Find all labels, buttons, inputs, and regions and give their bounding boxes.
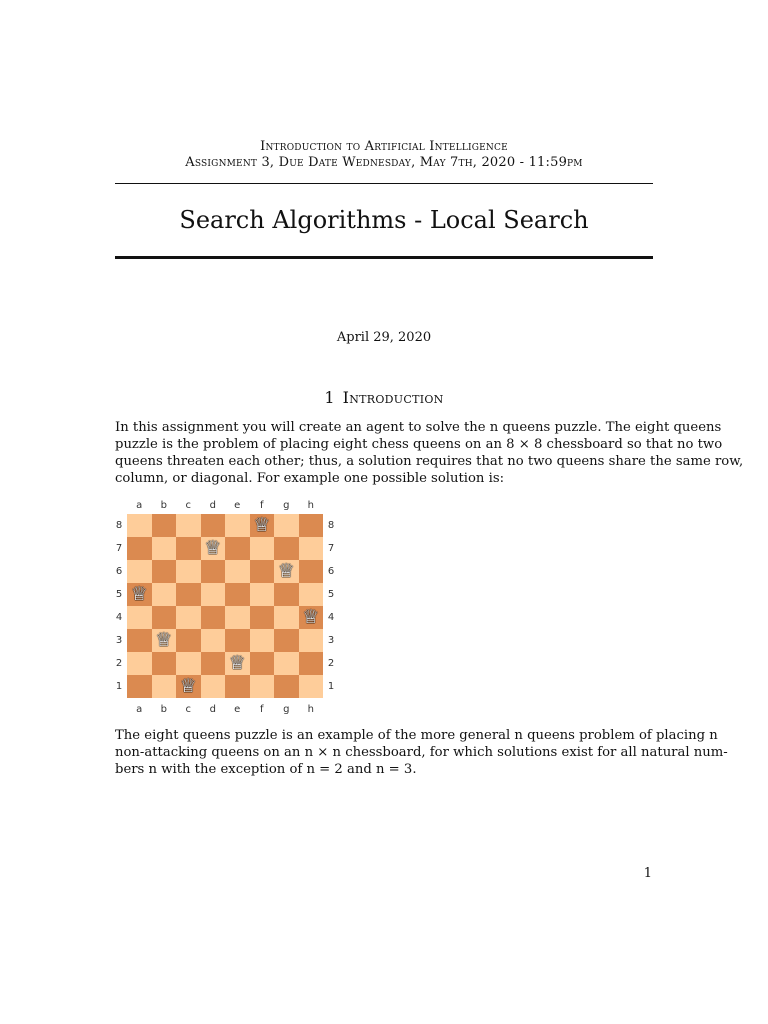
file-label: a — [136, 500, 143, 511]
board-square-g4 — [274, 606, 299, 629]
board-square-b7 — [152, 537, 177, 560]
rank-label: 4 — [327, 611, 335, 623]
file-label: h — [307, 500, 314, 511]
file-label: c — [185, 500, 191, 511]
board-square-b5 — [152, 583, 177, 606]
board-square-c6 — [176, 560, 201, 583]
paragraph-line: column, or diagonal. For example one possible solution is: — [115, 471, 505, 486]
rank-label: 1 — [115, 680, 123, 692]
board-square-b1 — [152, 675, 177, 698]
board-square-h8 — [299, 514, 324, 537]
rank-label: 2 — [327, 657, 335, 669]
intro-paragraph — [115, 419, 744, 487]
rank-label: 8 — [327, 519, 335, 531]
board-square-h2 — [299, 652, 324, 675]
board-square-b4 — [152, 606, 177, 629]
board-square-c3 — [176, 629, 201, 652]
section-number: 1 — [324, 388, 335, 407]
queen-icon: ♕ — [277, 560, 295, 582]
file-label: b — [160, 500, 167, 511]
board-square-b6 — [152, 560, 177, 583]
paragraph-line: bers n with the exception of n = 2 and n = 3. — [115, 762, 417, 777]
course-header — [115, 139, 653, 171]
file-label: g — [283, 500, 290, 511]
board-square-a2 — [127, 652, 152, 675]
queen-icon: ♕ — [130, 583, 148, 605]
board-square-c7 — [176, 537, 201, 560]
file-label: g — [283, 704, 290, 715]
board-square-c4 — [176, 606, 201, 629]
paragraph-line: The eight queens puzzle is an example of the more general n queens problem of placing n — [115, 728, 718, 743]
board-square-a7 — [127, 537, 152, 560]
rank-label: 8 — [115, 519, 123, 531]
paragraph-line: In this assignment you will create an agent to solve the n queens puzzle. The eight queens — [115, 420, 722, 435]
course-name: Introduction to Artificial Intelligence — [260, 139, 508, 154]
paragraph-line: queens threaten each other; thus, a solution requires that no two queens share the same row, — [115, 454, 744, 469]
file-label: d — [209, 500, 216, 511]
rank-label: 5 — [327, 588, 335, 600]
header-rule — [115, 183, 653, 184]
board-square-f4 — [250, 606, 275, 629]
board-square-b2 — [152, 652, 177, 675]
board-square-d8 — [201, 514, 226, 537]
rank-label: 2 — [115, 657, 123, 669]
generalization-paragraph — [115, 727, 728, 778]
board-square-a1 — [127, 675, 152, 698]
board-square-e8 — [225, 514, 250, 537]
chessboard — [127, 514, 323, 698]
rank-label: 3 — [327, 634, 335, 646]
queen-icon: ♕ — [204, 537, 222, 559]
board-square-g3 — [274, 629, 299, 652]
board-square-a3 — [127, 629, 152, 652]
board-square-e5 — [225, 583, 250, 606]
queen-icon: ♕ — [155, 629, 173, 651]
board-square-g5 — [274, 583, 299, 606]
board-square-c5 — [176, 583, 201, 606]
file-label: f — [259, 500, 264, 511]
board-square-f7 — [250, 537, 275, 560]
paragraph-line: non-attacking queens on an n × n chessboard, for which solutions exist for all natural num- — [115, 745, 728, 760]
board-square-f1 — [250, 675, 275, 698]
board-square-e4 — [225, 606, 250, 629]
section-heading — [115, 388, 653, 408]
rank-label: 6 — [115, 565, 123, 577]
chessboard-figure — [110, 496, 340, 718]
board-square-g1 — [274, 675, 299, 698]
board-square-a6 — [127, 560, 152, 583]
queen-icon: ♕ — [179, 675, 197, 697]
board-square-b8 — [152, 514, 177, 537]
board-square-h7 — [299, 537, 324, 560]
board-square-h6 — [299, 560, 324, 583]
board-square-g8 — [274, 514, 299, 537]
rank-label: 7 — [327, 542, 335, 554]
board-square-e1 — [225, 675, 250, 698]
board-square-d2 — [201, 652, 226, 675]
board-square-a8 — [127, 514, 152, 537]
document-date: April 29, 2020 — [336, 330, 432, 345]
rank-label: 6 — [327, 565, 335, 577]
board-square-g7 — [274, 537, 299, 560]
paragraph-line: puzzle is the problem of placing eight chess queens on an 8 × 8 chessboard so that no two — [115, 437, 723, 452]
board-square-e6 — [225, 560, 250, 583]
board-square-d5 — [201, 583, 226, 606]
board-square-d6 — [201, 560, 226, 583]
page-number: 1 — [643, 866, 652, 881]
board-square-e3 — [225, 629, 250, 652]
rank-label: 5 — [115, 588, 123, 600]
file-label: e — [234, 704, 241, 715]
file-label: h — [307, 704, 314, 715]
file-label: a — [136, 704, 143, 715]
board-square-d4 — [201, 606, 226, 629]
file-label: c — [185, 704, 191, 715]
rank-label: 7 — [115, 542, 123, 554]
board-square-g2 — [274, 652, 299, 675]
rank-label: 1 — [327, 680, 335, 692]
board-square-f5 — [250, 583, 275, 606]
board-square-c2 — [176, 652, 201, 675]
board-square-f2 — [250, 652, 275, 675]
document-title: Search Algorithms - Local Search — [179, 206, 589, 234]
board-square-a4 — [127, 606, 152, 629]
assignment-line: Assignment 3, Due Date Wednesday, May 7th, 2020 - 11:59pm — [185, 155, 583, 170]
file-label: d — [209, 704, 216, 715]
board-square-f3 — [250, 629, 275, 652]
board-square-c8 — [176, 514, 201, 537]
section-title: Introduction — [342, 388, 444, 407]
file-label: e — [234, 500, 241, 511]
file-label: b — [160, 704, 167, 715]
title-rule — [115, 256, 653, 259]
queen-icon: ♕ — [253, 514, 271, 536]
rank-label: 3 — [115, 634, 123, 646]
board-square-h5 — [299, 583, 324, 606]
queen-icon: ♕ — [228, 652, 246, 674]
board-square-d1 — [201, 675, 226, 698]
board-square-e7 — [225, 537, 250, 560]
board-square-h3 — [299, 629, 324, 652]
board-square-d3 — [201, 629, 226, 652]
queen-icon: ♕ — [302, 606, 320, 628]
rank-label: 4 — [115, 611, 123, 623]
file-label: f — [259, 704, 264, 715]
board-square-h1 — [299, 675, 324, 698]
board-square-f6 — [250, 560, 275, 583]
